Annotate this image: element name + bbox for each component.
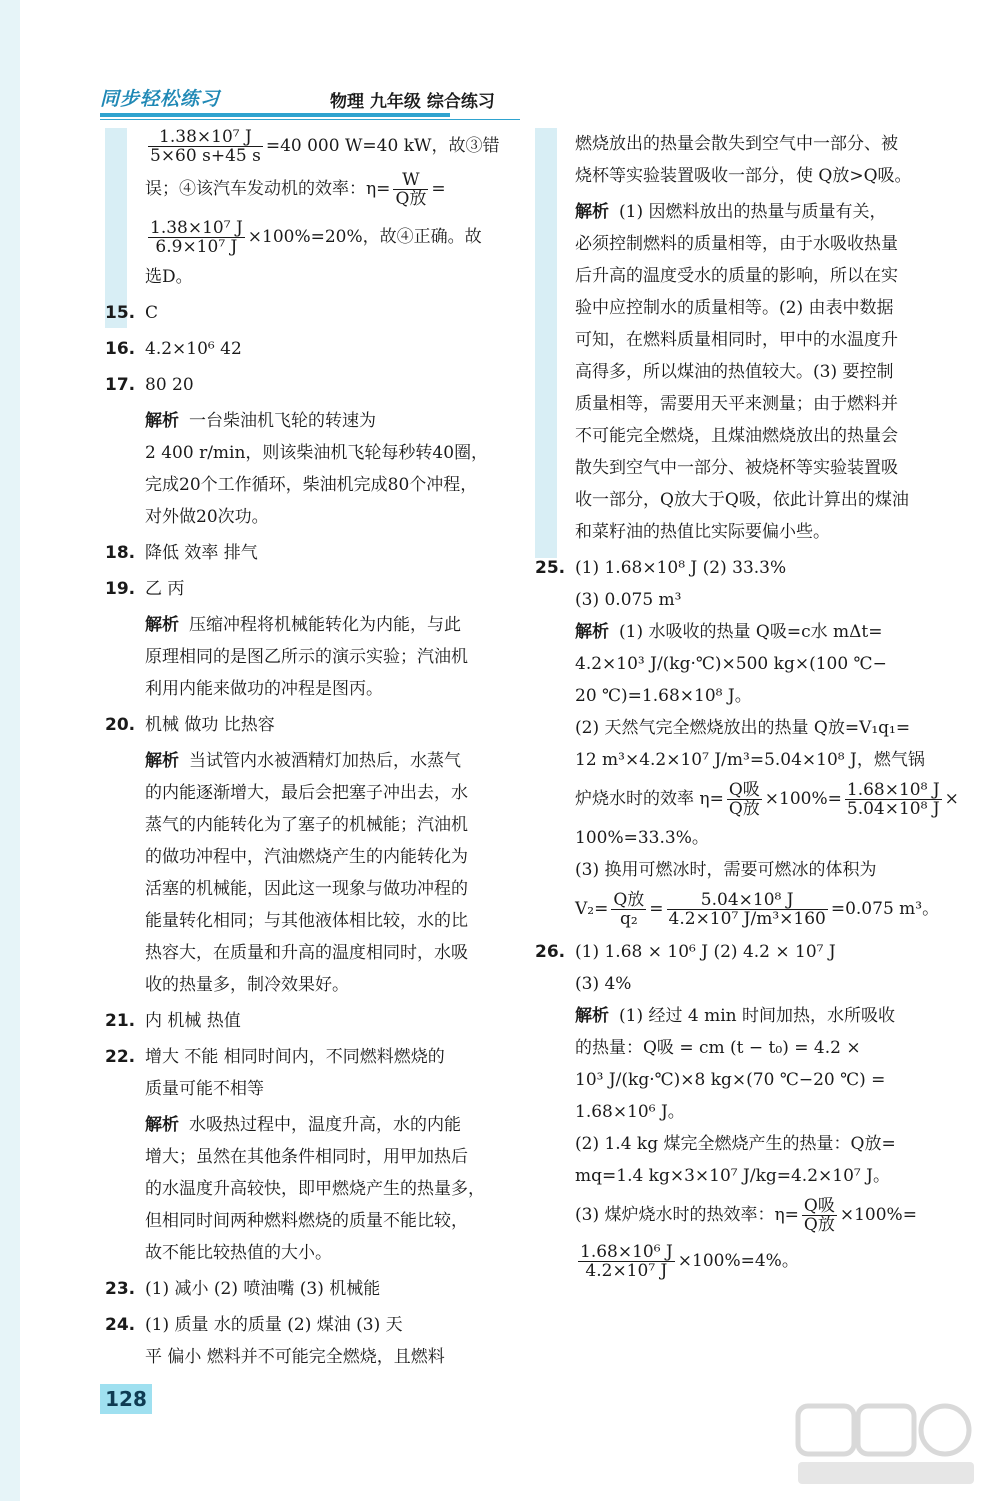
header-rule bbox=[100, 113, 450, 117]
answer-line: 高得多，所以煤油的热值较大。(3) 要控制 bbox=[575, 362, 894, 382]
fraction bbox=[667, 891, 828, 928]
analysis-label: 解析 bbox=[575, 202, 609, 222]
fraction bbox=[148, 219, 245, 256]
fraction bbox=[148, 128, 263, 165]
question-number: 22. bbox=[105, 1047, 136, 1067]
answer-line bbox=[575, 1192, 945, 1238]
fraction-denominator: Q放 bbox=[395, 189, 427, 209]
answer-line: 验中应控制水的质量相等。(2) 由表中数据 bbox=[575, 298, 894, 318]
watermark-shape bbox=[858, 1406, 914, 1454]
left-margin-band bbox=[0, 0, 20, 1501]
fraction-numerator: 1.68×10⁸ J bbox=[846, 780, 940, 800]
answer-line: 20 ℃)=1.68×10⁸ J。 bbox=[575, 686, 752, 706]
answer-item bbox=[105, 1005, 515, 1037]
answer-24-continuation bbox=[535, 128, 945, 192]
answer-line: 4.2×10⁶ 42 bbox=[145, 339, 242, 359]
answer-line: 但相同时间两种燃料燃烧的质量不能比较， bbox=[145, 1211, 468, 1231]
answer-line: 必须控制燃料的质量相等，由于水吸收热量 bbox=[575, 234, 898, 254]
line-text: ×100%= bbox=[839, 1205, 917, 1225]
answer-line: 燃烧放出的热量会散失到空气中一部分、被 bbox=[575, 134, 898, 154]
fraction-numerator: 1.38×10⁷ J bbox=[150, 218, 243, 238]
answer-line: 内 机械 热值 bbox=[145, 1011, 241, 1031]
line-text: × bbox=[944, 789, 959, 809]
answer-25 bbox=[535, 552, 959, 932]
answer-line: 100%=33.3%。 bbox=[575, 828, 709, 848]
answer-line: 4.2×10³ J/(kg·℃)×500 kg×(100 ℃− bbox=[575, 654, 887, 674]
answer-line: 后升高的温度受水的质量的影响，所以在实 bbox=[575, 266, 898, 286]
question-number: 25. bbox=[535, 558, 566, 578]
fraction-numerator: 5.04×10⁸ J bbox=[667, 891, 828, 910]
fraction-denominator: Q放 bbox=[728, 799, 760, 819]
answer-line bbox=[145, 1109, 515, 1141]
line-text: = bbox=[649, 899, 664, 919]
answer-line: 质量可能不相等 bbox=[145, 1079, 264, 1099]
header-subject: 物理 九年级 综合练习 bbox=[330, 92, 495, 112]
answer-line: mq=1.4 kg×3×10⁷ J/kg=4.2×10⁷ J。 bbox=[575, 1166, 890, 1186]
answer-item bbox=[105, 573, 515, 605]
question-number: 19. bbox=[105, 579, 136, 599]
watermark-shape bbox=[798, 1406, 854, 1454]
fraction-numerator: 1.68×10⁶ J bbox=[580, 1242, 673, 1262]
answer-line bbox=[145, 128, 515, 165]
line-text: 压缩冲程将机械能转化为内能，与此 bbox=[189, 615, 461, 635]
line-text: =40 000 W=40 kW，故③错 bbox=[265, 136, 500, 156]
answer-line bbox=[575, 886, 945, 932]
line-text: 一台柴油机飞轮的转速为 bbox=[189, 411, 376, 431]
right-column bbox=[535, 128, 959, 1348]
fraction bbox=[727, 781, 762, 818]
answer-line: (3) 0.075 m³ bbox=[575, 590, 682, 610]
answer-line: 活塞的机械能，因此这一现象与做功冲程的 bbox=[145, 879, 468, 899]
analysis-label: 解析 bbox=[145, 615, 179, 635]
answer-item bbox=[105, 1309, 515, 1373]
analysis-label: 解析 bbox=[575, 622, 609, 642]
fraction-denominator: q₂ bbox=[619, 909, 638, 929]
answer-line: 1.68×10⁶ J。 bbox=[575, 1102, 685, 1122]
question-number: 23. bbox=[105, 1279, 136, 1299]
line-text: (1) 水吸收的热量 Q吸=c水 mΔt= bbox=[619, 622, 883, 642]
answer-line bbox=[575, 1000, 945, 1032]
line-text: =0.075 m³。 bbox=[830, 899, 940, 919]
answer-line: 能量转化相同；与其他液体相比较，水的比 bbox=[145, 911, 468, 931]
answer-item bbox=[105, 1273, 515, 1305]
answer-item bbox=[105, 709, 515, 741]
answer-line: (3) 换用可燃冰时，需要可燃冰的体积为 bbox=[575, 860, 877, 880]
series-title: 同步轻松练习 bbox=[100, 88, 221, 110]
answer-line: 乙 丙 bbox=[145, 579, 185, 599]
answer-line: 收一部分，Q放大于Q吸，依此计算出的煤油 bbox=[575, 490, 909, 510]
question-number: 18. bbox=[105, 543, 136, 563]
analysis-label: 解析 bbox=[145, 1115, 179, 1135]
answer-item bbox=[105, 1041, 515, 1105]
question-number: 21. bbox=[105, 1011, 136, 1031]
watermark-logo bbox=[790, 1400, 980, 1490]
answer-line: (1) 质量 水的质量 (2) 煤油 (3) 天 bbox=[145, 1315, 403, 1335]
fraction bbox=[393, 171, 428, 208]
line-text: 当试管内水被酒精灯加热后，水蒸气 bbox=[189, 751, 461, 771]
answer-line bbox=[575, 776, 959, 822]
fraction-numerator: Q吸 bbox=[728, 780, 760, 800]
answer-item bbox=[105, 333, 515, 365]
fraction-denominator: Q放 bbox=[803, 1215, 835, 1235]
analysis-label: 解析 bbox=[145, 751, 179, 771]
answer-line: 的水温度升高较快，即甲燃烧产生的热量多， bbox=[145, 1179, 485, 1199]
answer-item bbox=[105, 369, 515, 401]
fraction-denominator: 5×60 s+45 s bbox=[150, 146, 261, 166]
line-text: 水吸热过程中，温度升高，水的内能 bbox=[189, 1115, 461, 1135]
answer-14-continuation bbox=[105, 128, 515, 293]
answer-line: (2) 天然气完全燃烧放出的热量 Q放=V₁q₁= bbox=[575, 718, 911, 738]
answer-line: 可知，在燃料质量相同时，甲中的水温度升 bbox=[575, 330, 898, 350]
analysis-label: 解析 bbox=[145, 411, 179, 431]
question-number: 24. bbox=[105, 1315, 136, 1335]
answer-line: 热容大，在质量和升高的温度相同时，水吸 bbox=[145, 943, 468, 963]
fraction-denominator: 4.2×10⁷ J bbox=[585, 1261, 668, 1281]
left-answer-list bbox=[105, 297, 515, 1373]
line-text: ×100%=20%，故④正确。故 bbox=[247, 227, 482, 247]
answer-line: 平 偏小 燃料并不可能完全燃烧，且燃料 bbox=[145, 1347, 445, 1367]
answer-line bbox=[575, 1238, 945, 1284]
question-number: 15. bbox=[105, 303, 136, 323]
answer-line: 增大；虽然在其他条件相同时，用甲加热后 bbox=[145, 1147, 468, 1167]
fraction bbox=[845, 781, 942, 818]
line-text: (3) 煤炉烧水时的热效率：η= bbox=[575, 1205, 799, 1225]
answer-line: 故不能比较热值的大小。 bbox=[145, 1243, 332, 1263]
analysis-block bbox=[105, 405, 515, 533]
answer-line: 收的热量多，制冷效果好。 bbox=[145, 975, 349, 995]
analysis-24 bbox=[535, 196, 945, 548]
answer-line: 对外做20次功。 bbox=[145, 507, 269, 527]
line-text: 炉烧水时的效率 η= bbox=[575, 789, 724, 809]
question-number: 17. bbox=[105, 375, 136, 395]
answer-item bbox=[105, 537, 515, 569]
line-text: (1) 因燃料放出的热量与质量有关， bbox=[619, 202, 887, 222]
fraction bbox=[578, 1243, 675, 1280]
line-text: ×100%= bbox=[764, 789, 842, 809]
answer-line: 质量相等，需要用天平来测量；由于燃料并 bbox=[575, 394, 898, 414]
fraction-denominator: 4.2×10⁷ J/m³×160 bbox=[668, 909, 826, 929]
answer-line bbox=[145, 609, 515, 641]
answer-line bbox=[575, 196, 945, 228]
answer-line bbox=[145, 745, 515, 777]
analysis-label: 解析 bbox=[575, 1006, 609, 1026]
header-rule-thin bbox=[100, 119, 520, 120]
answer-line: 机械 做功 比热容 bbox=[145, 715, 275, 735]
answer-line: 增大 不能 相同时间内，不同燃料燃烧的 bbox=[145, 1047, 445, 1067]
answer-line: 原理相同的是图乙所示的演示实验；汽油机 bbox=[145, 647, 468, 667]
question-number: 26. bbox=[535, 942, 566, 962]
analysis-block bbox=[105, 1109, 515, 1269]
fraction-numerator: Q吸 bbox=[803, 1196, 835, 1216]
fraction-denominator: 6.9×10⁷ J bbox=[155, 237, 238, 257]
answer-line: 完成20个工作循环，柴油机完成80个冲程， bbox=[145, 475, 478, 495]
answer-line bbox=[145, 165, 515, 213]
answer-line: 和菜籽油的热值比实际要偏小些。 bbox=[575, 522, 830, 542]
analysis-block bbox=[105, 609, 515, 705]
answer-line: 利用内能来做功的冲程是图丙。 bbox=[145, 679, 383, 699]
answer-26 bbox=[535, 936, 945, 1284]
left-column bbox=[105, 128, 515, 1398]
line-text: (1) 经过 4 min 时间加热，水所吸收 bbox=[619, 1006, 896, 1026]
answer-line: C bbox=[145, 303, 159, 323]
answer-line: (3) 4% bbox=[575, 974, 632, 994]
answer-item bbox=[105, 297, 515, 329]
answer-line: (1) 1.68×10⁸ J (2) 33.3% bbox=[575, 558, 787, 578]
answer-line: 的做功冲程中，汽油燃烧产生的内能转化为 bbox=[145, 847, 468, 867]
answer-line: 的内能逐渐增大，最后会把塞子冲出去，水 bbox=[145, 783, 468, 803]
analysis-block bbox=[105, 745, 515, 1001]
answer-line: 12 m³×4.2×10⁷ J/m³=5.04×10⁸ J，燃气锅 bbox=[575, 750, 925, 770]
answer-line: (1) 1.68 × 10⁶ J (2) 4.2 × 10⁷ J bbox=[575, 942, 836, 962]
answer-line: 降低 效率 排气 bbox=[145, 543, 258, 563]
answer-line: 散失到空气中一部分、被烧杯等实验装置吸 bbox=[575, 458, 898, 478]
answer-line bbox=[145, 213, 515, 261]
answer-line: 的热量：Q吸 = cm (t − t₀) = 4.2 × bbox=[575, 1038, 861, 1058]
fraction-numerator: Q放 bbox=[613, 890, 645, 910]
answer-line: 烧杯等实验装置吸收一部分，使 Q放>Q吸。 bbox=[575, 166, 912, 186]
answer-line: 80 20 bbox=[145, 375, 194, 395]
answer-line: 蒸气的内能转化为了塞子的机械能；汽油机 bbox=[145, 815, 468, 835]
page-number: 128 bbox=[100, 1384, 152, 1414]
answer-line: 2 400 r/min，则该柴油机飞轮每秒转40圈， bbox=[145, 443, 489, 463]
answer-line: 不可能完全燃烧，且煤油燃烧放出的热量会 bbox=[575, 426, 898, 446]
fraction-numerator: W bbox=[393, 171, 428, 190]
line-text: 误；④该汽车发动机的效率：η= bbox=[145, 179, 391, 199]
fraction-denominator: 5.04×10⁸ J bbox=[846, 799, 940, 819]
line-text: = bbox=[431, 179, 446, 199]
answer-line: 选D。 bbox=[145, 267, 193, 287]
answer-line bbox=[575, 616, 945, 648]
fraction bbox=[611, 891, 646, 928]
line-text: V₂= bbox=[575, 899, 609, 919]
answer-line bbox=[145, 405, 515, 437]
line-text: ×100%=4%。 bbox=[677, 1251, 799, 1271]
watermark-shape bbox=[921, 1406, 969, 1454]
watermark-shape bbox=[798, 1462, 974, 1484]
answer-line: (1) 减小 (2) 喷油嘴 (3) 机械能 bbox=[145, 1279, 381, 1299]
answer-line: (2) 1.4 kg 煤完全燃烧产生的热量：Q放= bbox=[575, 1134, 896, 1154]
question-number: 20. bbox=[105, 715, 136, 735]
fraction bbox=[802, 1197, 837, 1234]
answer-line: 10³ J/(kg·℃)×8 kg×(70 ℃−20 ℃) = bbox=[575, 1070, 886, 1090]
question-number: 16. bbox=[105, 339, 136, 359]
fraction-numerator: 1.38×10⁷ J bbox=[148, 128, 263, 147]
